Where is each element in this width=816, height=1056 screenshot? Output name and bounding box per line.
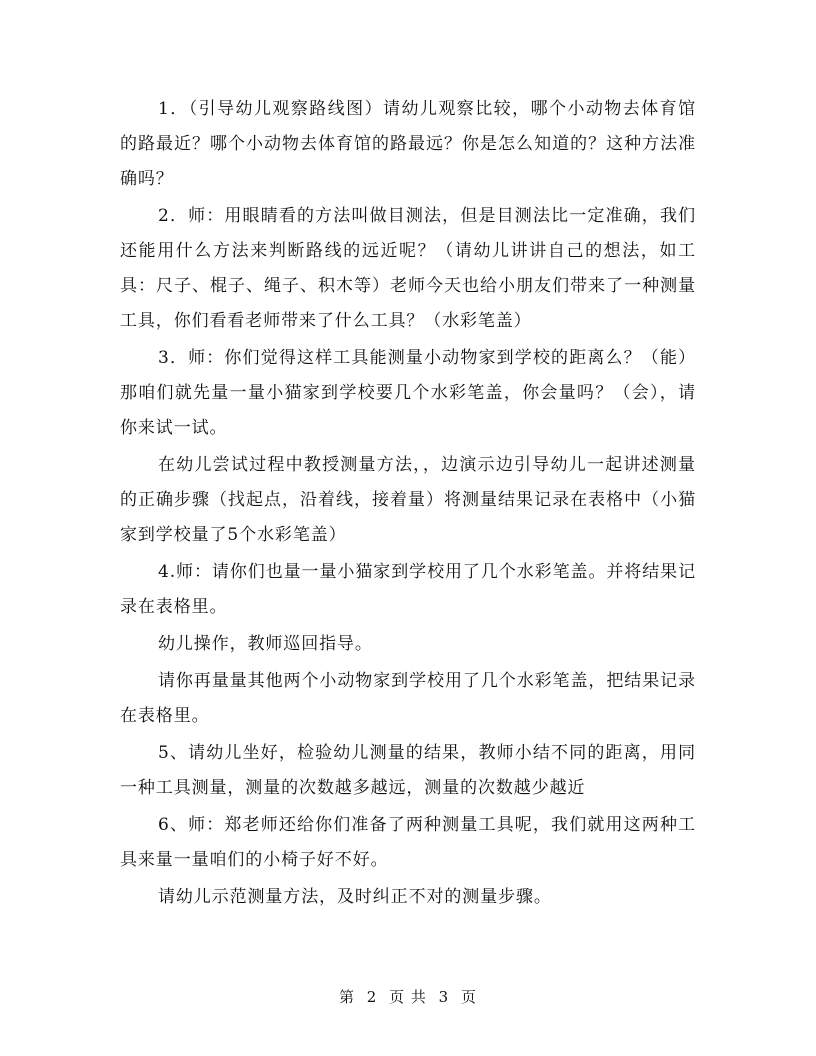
footer-middle: 页 共 [389,988,427,1006]
footer-current-page: 2 [366,988,378,1006]
paragraph-step-6: 6、师：郑老师还给你们准备了两种测量工具呢，我们就用这两种工具来量一量咱们的小椅子好不好。 [120,815,696,870]
paragraph-step-3: 3．师：你们觉得这样工具能测量小动物家到学校的距离么？（能）那咱们就先量一量小猫家到学校要几个水彩笔盖，你会量吗？（会），请你来试一试。 [120,348,696,438]
paragraph-child-operation: 幼儿操作，教师巡回指导。 [158,634,373,654]
paragraph-step-4: 4.师：请你们也量一量小猫家到学校用了几个水彩笔盖。并将结果记录在表格里。 [120,562,696,617]
footer-prefix: 第 [338,988,355,1006]
paragraph-step-2: 2．师：用眼睛看的方法叫做目测法，但是目测法比一定准确，我们还能用什么方法来判断路线的远近呢？（请幼儿讲讲自己的想法，如工具：尺子、棍子、绳子、积木等）老师今天也给小朋友们带来了一种测量工具，你们看看老师带来了什么工具？（水彩笔盖） [120,206,696,331]
footer-total-pages: 3 [438,988,450,1006]
footer-suffix: 页 [461,988,478,1006]
page-footer [0,986,816,1007]
paragraph-step-5: 5、请幼儿坐好，检验幼儿测量的结果，教师小结不同的距离，用同一种工具测量，测量的次数越多越远，测量的次数越少越近 [120,743,696,798]
paragraph-measure-others: 请你再量量其他两个小动物家到学校用了几个水彩笔盖，把结果记录在表格里。 [120,671,696,726]
paragraph-demonstrate-method: 请幼儿示范测量方法，及时纠正不对的测量步骤。 [158,887,552,907]
paragraph-demonstration: 在幼儿尝试过程中教授测量方法，，边演示边引导幼儿一起讲述测量的正确步骤（找起点，沿着线，接着量）将测量结果记录在表格中（小猫家到学校量了5个水彩笔盖） [120,455,696,545]
paragraph-step-1: 1．（引导幼儿观察路线图）请幼儿观察比较，哪个小动物去体育馆的路最近？哪个小动物去体育馆的路最远？你是怎么知道的？这种方法准确吗？ [120,99,696,189]
document-body [120,92,696,917]
